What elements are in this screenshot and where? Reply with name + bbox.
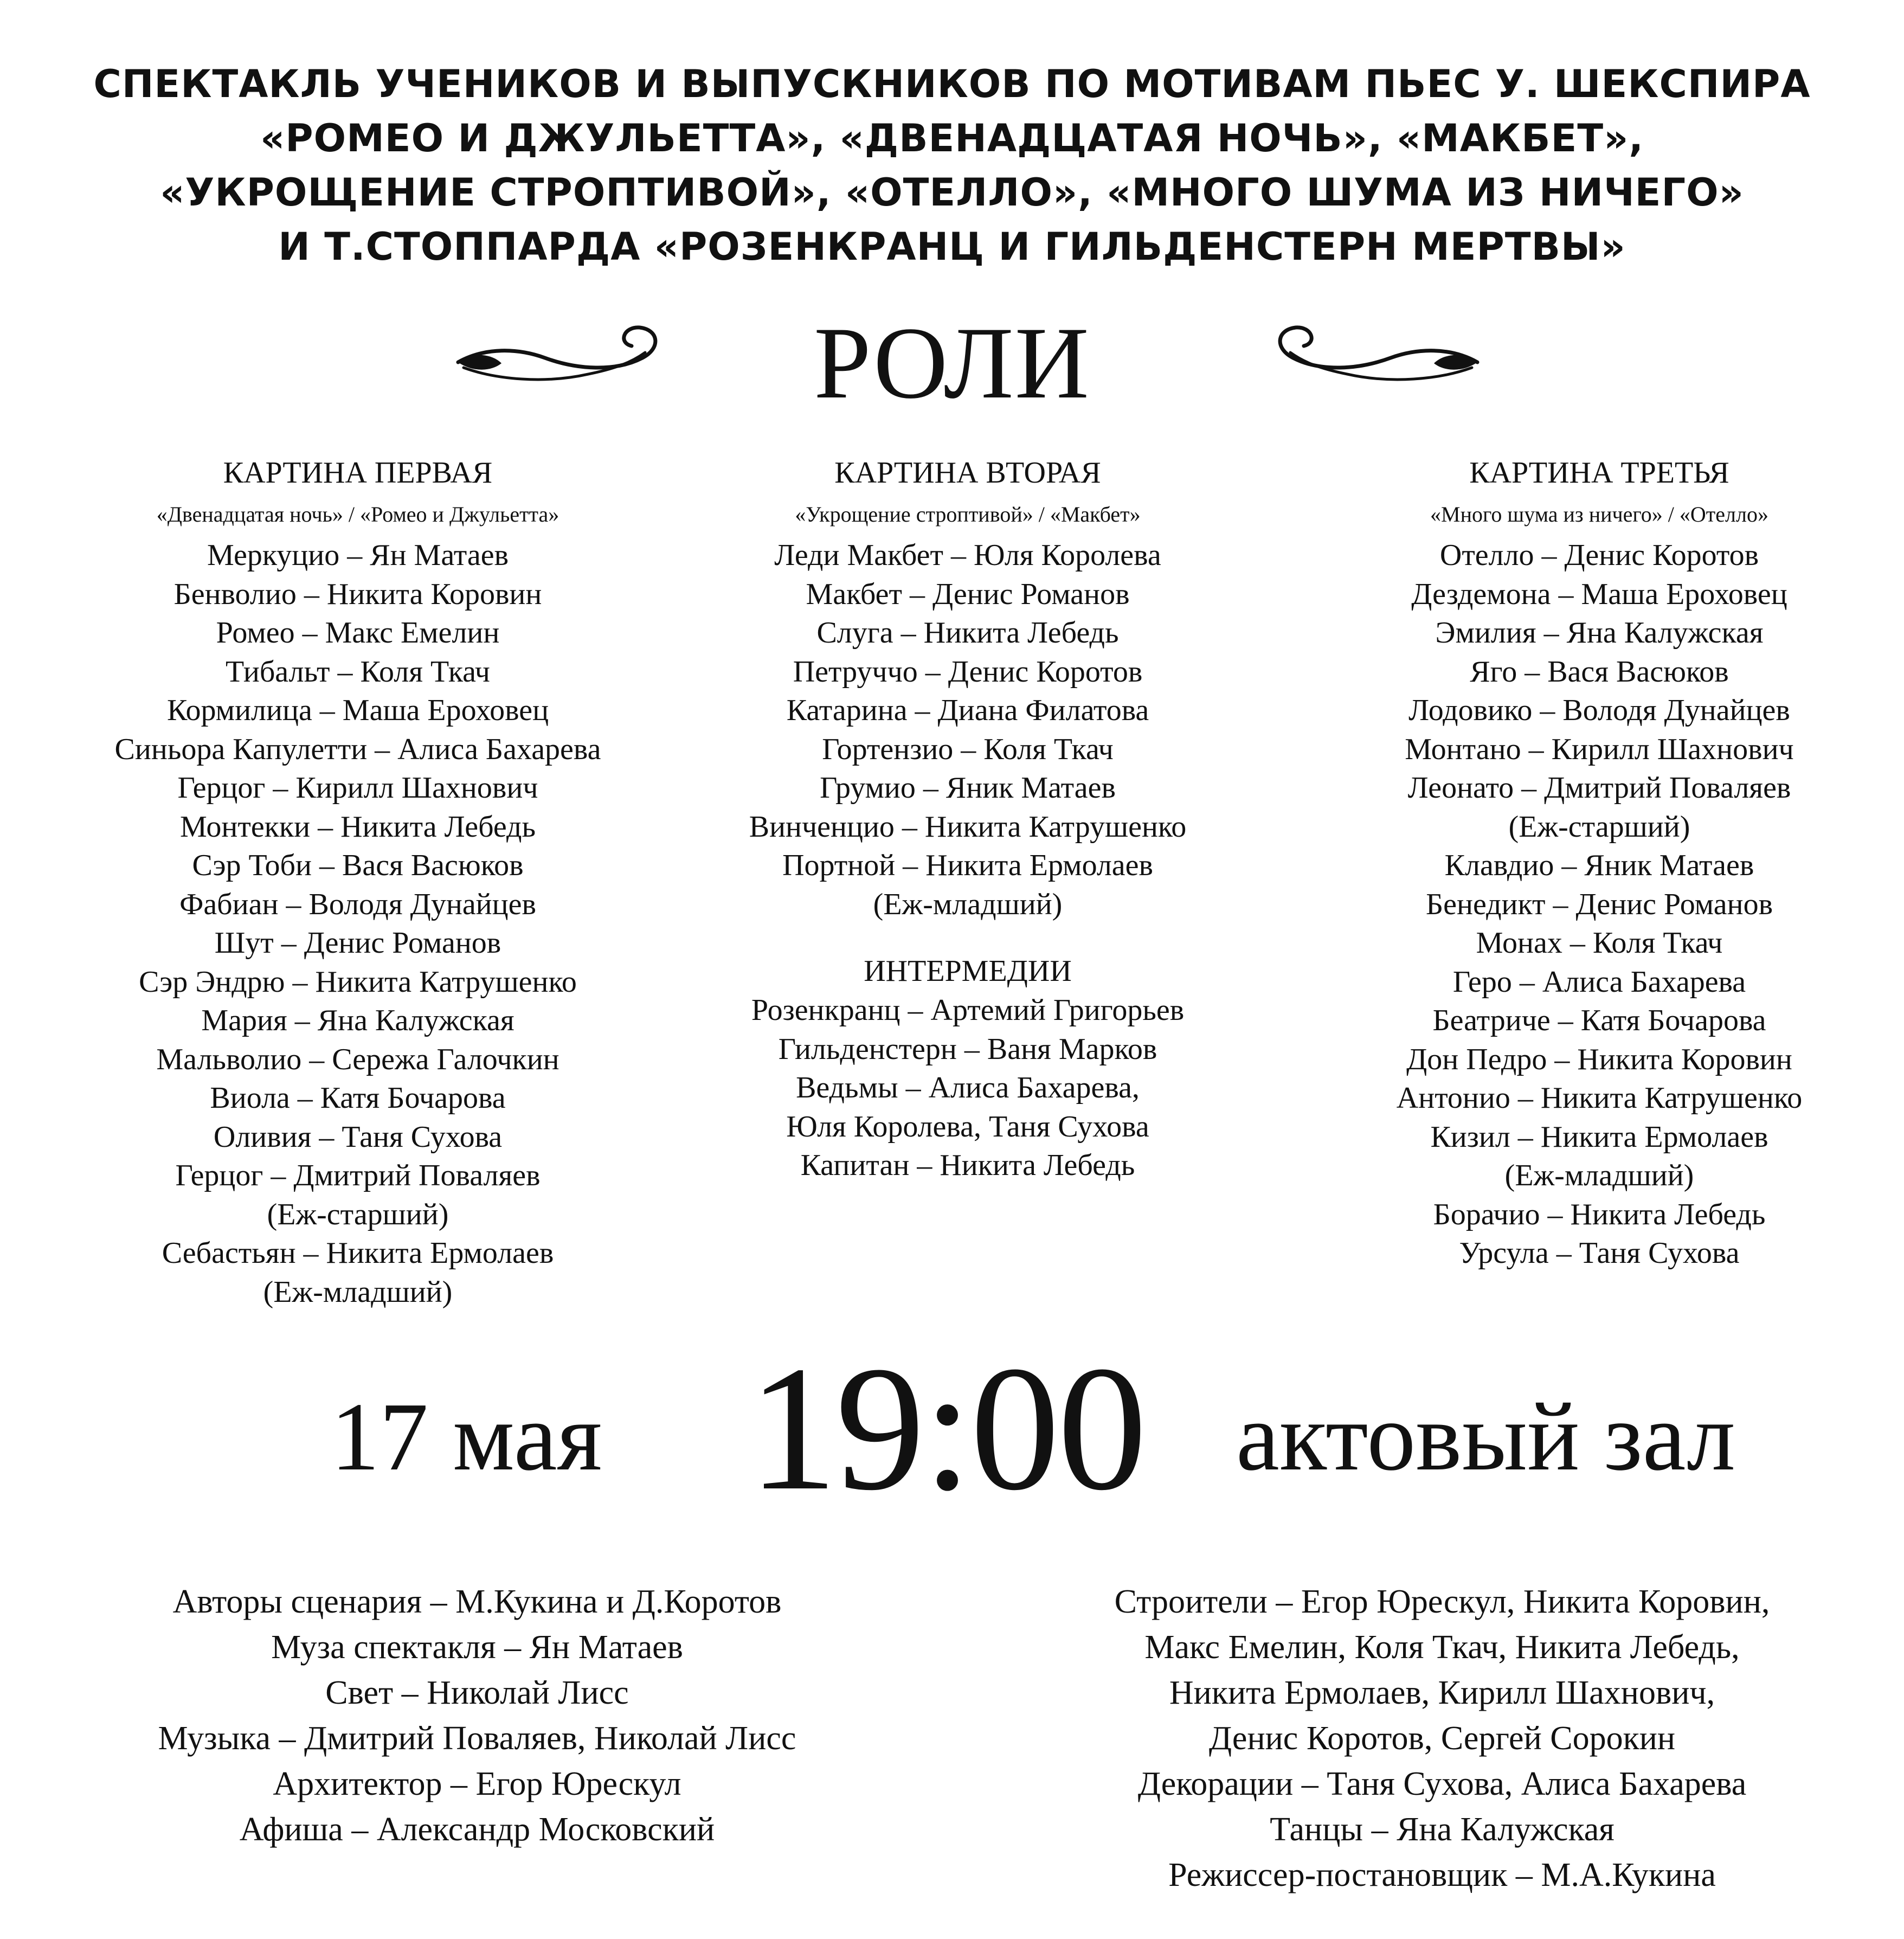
credit-line: Свет – Николай Лисс — [325, 1674, 629, 1711]
cast-line: (Еж-младший) — [263, 1275, 453, 1309]
event-date: 17 мая — [331, 1383, 602, 1491]
roles-title: РОЛИ — [814, 306, 1090, 420]
cast-line: Тибальт – Коля Ткач — [226, 654, 490, 689]
credit-line: Никита Ермолаев, Кирилл Шахнович, — [1169, 1674, 1715, 1711]
cast-line: Себастьян – Никита Ермолаев — [162, 1236, 554, 1270]
cast-line: Винченцио – Никита Катрушенко — [749, 810, 1187, 844]
cast-line: Урсула – Таня Сухова — [1459, 1236, 1740, 1270]
cast-line: Капитан – Никита Лебедь — [800, 1148, 1135, 1182]
cast-line: Оливия – Таня Сухова — [213, 1120, 503, 1154]
credits-right — [1063, 1579, 1822, 1898]
flourish-left-ornament — [453, 320, 670, 396]
cast-line: Кормилица – Маша Ероховец — [166, 694, 549, 727]
event-place: актовый зал — [1236, 1383, 1735, 1491]
cast-line: Мальволио – Сережа Галочкин — [156, 1042, 559, 1076]
credit-line: Музыка – Дмитрий Поваляев, Николай Лисс — [158, 1720, 796, 1757]
cast-line: Отелло – Денис Коротов — [1439, 538, 1759, 572]
credit-line: Танцы – Яна Калужская — [1270, 1811, 1614, 1848]
scene-title: КАРТИНА ПЕРВАЯ — [223, 456, 493, 490]
cast-line: Кизил – Никита Ермолаев — [1430, 1120, 1768, 1154]
scene-title: КАРТИНА ВТОРАЯ — [834, 456, 1101, 490]
cast-line: Леонато – Дмитрий Поваляев — [1407, 771, 1791, 805]
cast-line: Катарина – Диана Филатова — [786, 694, 1149, 727]
heading-line: И Т.СТОППАРДА «РОЗЕНКРАНЦ И ГИЛЬДЕНСТЕРН МЕРТВЫ» — [278, 224, 1626, 269]
cast-line: Беатриче – Катя Бочарова — [1432, 1004, 1766, 1037]
cast-line: Герцог – Дмитрий Поваляев — [175, 1159, 541, 1192]
credit-line: Денис Коротов, Сергей Сорокин — [1208, 1720, 1676, 1757]
credit-line: Авторы сценария – М.Кукина и Д.Коротов — [172, 1583, 782, 1620]
cast-line: (Еж-младший) — [1504, 1159, 1694, 1192]
flourish-right-ornament — [1266, 320, 1483, 396]
cast-line: Бенедикт – Денис Романов — [1425, 887, 1773, 921]
credit-line: Строители – Егор Юрескул, Никита Коровин, — [1114, 1583, 1770, 1620]
cast-line: Дездемона – Маша Ероховец — [1411, 577, 1787, 611]
cast-line: (Еж-младший) — [873, 887, 1063, 921]
cast-line: Бенволио – Никита Коровин — [173, 577, 542, 611]
cast-line: (Еж-старший) — [267, 1197, 449, 1231]
credit-line: Афиша – Александр Московский — [239, 1811, 715, 1848]
scene-two-column — [675, 453, 1260, 1185]
scene-title: КАРТИНА ТРЕТЬЯ — [1469, 456, 1729, 490]
cast-line: Дон Педро – Никита Коровин — [1406, 1042, 1792, 1076]
cast-line: Петруччо – Денис Коротов — [793, 654, 1143, 689]
cast-line: Сэр Эндрю – Никита Катрушенко — [139, 965, 577, 999]
cast-line: Слуга – Никита Лебедь — [816, 616, 1119, 650]
cast-line: Яго – Вася Васюков — [1470, 654, 1729, 689]
credits-left — [98, 1579, 857, 1852]
intermedia-title: ИНТЕРМЕДИИ — [864, 954, 1072, 988]
cast-line: Мария – Яна Калужская — [201, 1004, 514, 1037]
cast-line: Шут – Денис Романов — [214, 926, 501, 960]
scene-three-column — [1301, 453, 1897, 1273]
credit-line: Муза спектакля – Ян Матаев — [271, 1629, 683, 1666]
cast-line: Гортензио – Коля Ткач — [822, 732, 1114, 766]
cast-line: Ромео – Макс Емелин — [216, 616, 500, 650]
cast-line: Макбет – Денис Романов — [806, 577, 1130, 611]
cast-line: Геро – Алиса Бахарева — [1452, 965, 1746, 999]
cast-line: Борачио – Никита Лебедь — [1433, 1197, 1766, 1231]
cast-line: Клавдио – Яник Матаев — [1444, 849, 1754, 882]
cast-line: Антонио – Никита Катрушенко — [1396, 1081, 1803, 1115]
cast-line: Грумио – Яник Матаев — [820, 771, 1116, 805]
cast-line: Сэр Тоби – Вася Васюков — [192, 849, 524, 882]
cast-line: (Еж-старший) — [1508, 810, 1690, 844]
cast-line: Монах – Коля Ткач — [1476, 926, 1723, 960]
credit-line: Декорации – Таня Сухова, Алиса Бахарева — [1137, 1765, 1747, 1802]
cast-line: Юля Королева, Таня Сухова — [786, 1109, 1149, 1144]
cast-line: Розенкранц – Артемий Григорьев — [751, 993, 1185, 1027]
cast-line: Монтано – Кирилл Шахнович — [1405, 732, 1794, 766]
cast-line: Эмилия – Яна Калужская — [1435, 616, 1764, 650]
cast-line: Ведьмы – Алиса Бахарева, — [796, 1071, 1140, 1105]
scene-subtitle: «Много шума из ничего» / «Отелло» — [1430, 502, 1768, 527]
heading-line: СПЕКТАКЛЬ УЧЕНИКОВ И ВЫПУСКНИКОВ ПО МОТИВАМ ПЬЕС У. ШЕКСПИРА — [93, 62, 1811, 106]
scene-subtitle: «Укрощение строптивой» / «Макбет» — [795, 502, 1141, 527]
cast-line: Леди Макбет – Юля Королева — [774, 538, 1161, 572]
cast-line: Фабиан – Володя Дунайцев — [179, 887, 536, 921]
scene-subtitle: «Двенадцатая ночь» / «Ромео и Джульетта» — [156, 502, 559, 527]
cast-line: Гильденстерн – Ваня Марков — [778, 1032, 1157, 1066]
cast-line: Портной – Никита Ермолаев — [782, 849, 1153, 882]
heading-line: «РОМЕО И ДЖУЛЬЕТТА», «ДВЕНАДЦАТАЯ НОЧЬ», «МАКБЕТ», — [260, 116, 1644, 160]
scene-one-column — [65, 453, 651, 1312]
credit-line: Макс Емелин, Коля Ткач, Никита Лебедь, — [1144, 1629, 1740, 1666]
heading-line: «УКРОЩЕНИЕ СТРОПТИВОЙ», «ОТЕЛЛО», «МНОГО ШУМА ИЗ НИЧЕГО» — [160, 170, 1744, 215]
credit-line: Режиссер-постановщик – М.А.Кукина — [1168, 1857, 1716, 1893]
poster-heading — [0, 57, 1904, 274]
cast-line: Герцог – Кирилл Шахнович — [177, 771, 538, 805]
cast-line: Лодовико – Володя Дунайцев — [1408, 694, 1790, 727]
cast-line: Монтекки – Никита Лебедь — [179, 810, 536, 844]
cast-line: Синьора Капулетти – Алиса Бахарева — [114, 732, 601, 766]
event-time: 19:00 — [748, 1330, 1145, 1527]
credit-line: Архитектор – Егор Юрескул — [273, 1765, 681, 1802]
cast-line: Виола – Катя Бочарова — [210, 1081, 506, 1115]
cast-line: Меркуцио – Ян Матаев — [207, 538, 509, 572]
